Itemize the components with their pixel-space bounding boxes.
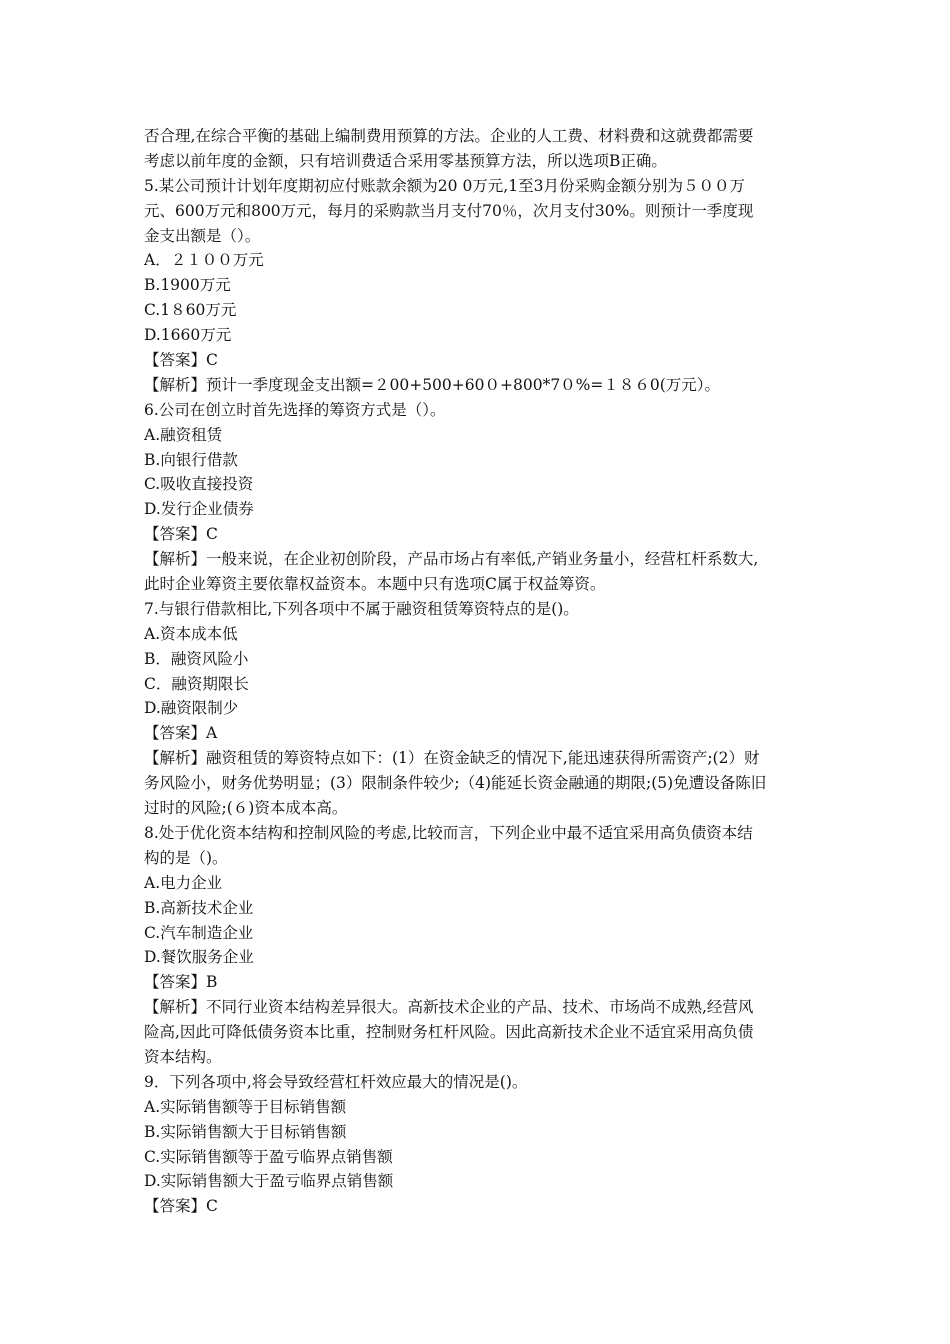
text-line: 【答案】C bbox=[144, 351, 218, 370]
text-line: D.融资限制少 bbox=[144, 699, 239, 718]
text-line: 此时企业筹资主要依靠权益资本。本题中只有选项C属于权益筹资。 bbox=[144, 575, 606, 594]
text-line: C.汽车制造企业 bbox=[144, 923, 254, 942]
text-line: 9．下列各项中,将会导致经营杠杆效应最大的情况是()。 bbox=[144, 1072, 528, 1091]
text-line: 6.公司在创立时首先选择的筹资方式是（）。 bbox=[144, 400, 446, 419]
text-line: D.发行企业债券 bbox=[144, 500, 254, 519]
text-line: D.1660万元 bbox=[144, 326, 232, 345]
text-line: 【答案】B bbox=[144, 973, 218, 992]
text-line: 过时的风险;(６)资本成本高。 bbox=[144, 799, 348, 818]
text-line: 【解析】不同行业资本结构差异很大。高新技术企业的产品、技术、市场尚不成熟,经营风 bbox=[144, 998, 754, 1017]
text-line: A.实际销售额等于目标销售额 bbox=[144, 1097, 347, 1116]
text-line: 【答案】A bbox=[144, 724, 218, 743]
text-line: B．融资风险小 bbox=[144, 649, 249, 668]
text-line: 构的是（)。 bbox=[144, 848, 228, 867]
text-line: C.1８60万元 bbox=[144, 301, 237, 320]
document-body bbox=[144, 124, 808, 1219]
text-line: A．２１００万元 bbox=[144, 251, 264, 270]
text-line: 【解析】预计一季度现金支出额=２00+500+60０+800*7０%=１８６0(万元）。 bbox=[144, 375, 721, 394]
text-line: 否合理,在综合平衡的基础上编制费用预算的方法。企业的人工费、材料费和这就费都需要 bbox=[144, 127, 754, 145]
text-line: 【答案】C bbox=[144, 525, 218, 544]
text-line: 元、600万元和800万元，每月的采购款当月支付70％，次月支付30%。则预计一季度现 bbox=[144, 201, 754, 220]
text-line: A.资本成本低 bbox=[144, 624, 238, 643]
text-line: 5.某公司预计计划年度期初应付账款余额为20 0万元,1至3月份采购金额分别为５００万 bbox=[144, 176, 745, 195]
text-line: C.吸收直接投资 bbox=[144, 475, 254, 494]
text-line: 考虑以前年度的金额，只有培训费适合采用零基预算方法，所以选项B正确。 bbox=[144, 151, 667, 170]
text-line: 【答案】C bbox=[144, 1197, 218, 1216]
text-line: 7.与银行借款相比,下列各项中不属于融资租赁筹资特点的是()。 bbox=[144, 599, 579, 618]
text-line: A.融资租赁 bbox=[144, 425, 223, 444]
text-line: 8.处于优化资本结构和控制风险的考虑,比较而言，下列企业中最不适宜采用高负债资本结 bbox=[144, 823, 753, 842]
text-line: 【解析】融资租赁的筹资特点如下：(1）在资金缺乏的情况下,能迅速获得所需资产;(2）财 bbox=[144, 749, 760, 768]
text-line: 【解析】一般来说，在企业初创阶段，产品市场占有率低,产销业务量小，经营杠杆系数大, bbox=[144, 550, 759, 569]
text-line: C．融资期限长 bbox=[144, 674, 249, 693]
text-line: B.1900万元 bbox=[144, 276, 231, 295]
text-line: C.实际销售额等于盈亏临界点销售额 bbox=[144, 1147, 393, 1166]
text-line: 险高,因此可降低债务资本比重，控制财务杠杆风险。因此高新技术企业不适宜采用高负债 bbox=[144, 1023, 754, 1042]
text-line: B.高新技术企业 bbox=[144, 898, 254, 917]
text-line: 务风险小，财务优势明显；(3）限制条件较少;（4)能延长资金融通的期限;(5)免遭设备陈旧 bbox=[144, 774, 767, 793]
text-line: 资本结构。 bbox=[144, 1047, 222, 1066]
text-line: D.餐饮服务企业 bbox=[144, 948, 254, 967]
text-line: B.向银行借款 bbox=[144, 450, 238, 469]
text-line: D.实际销售额大于盈亏临界点销售额 bbox=[144, 1172, 394, 1191]
text-line: A.电力企业 bbox=[144, 873, 223, 892]
text-line: B.实际销售额大于目标销售额 bbox=[144, 1122, 347, 1141]
text-line: 金支出额是（）。 bbox=[144, 226, 261, 245]
